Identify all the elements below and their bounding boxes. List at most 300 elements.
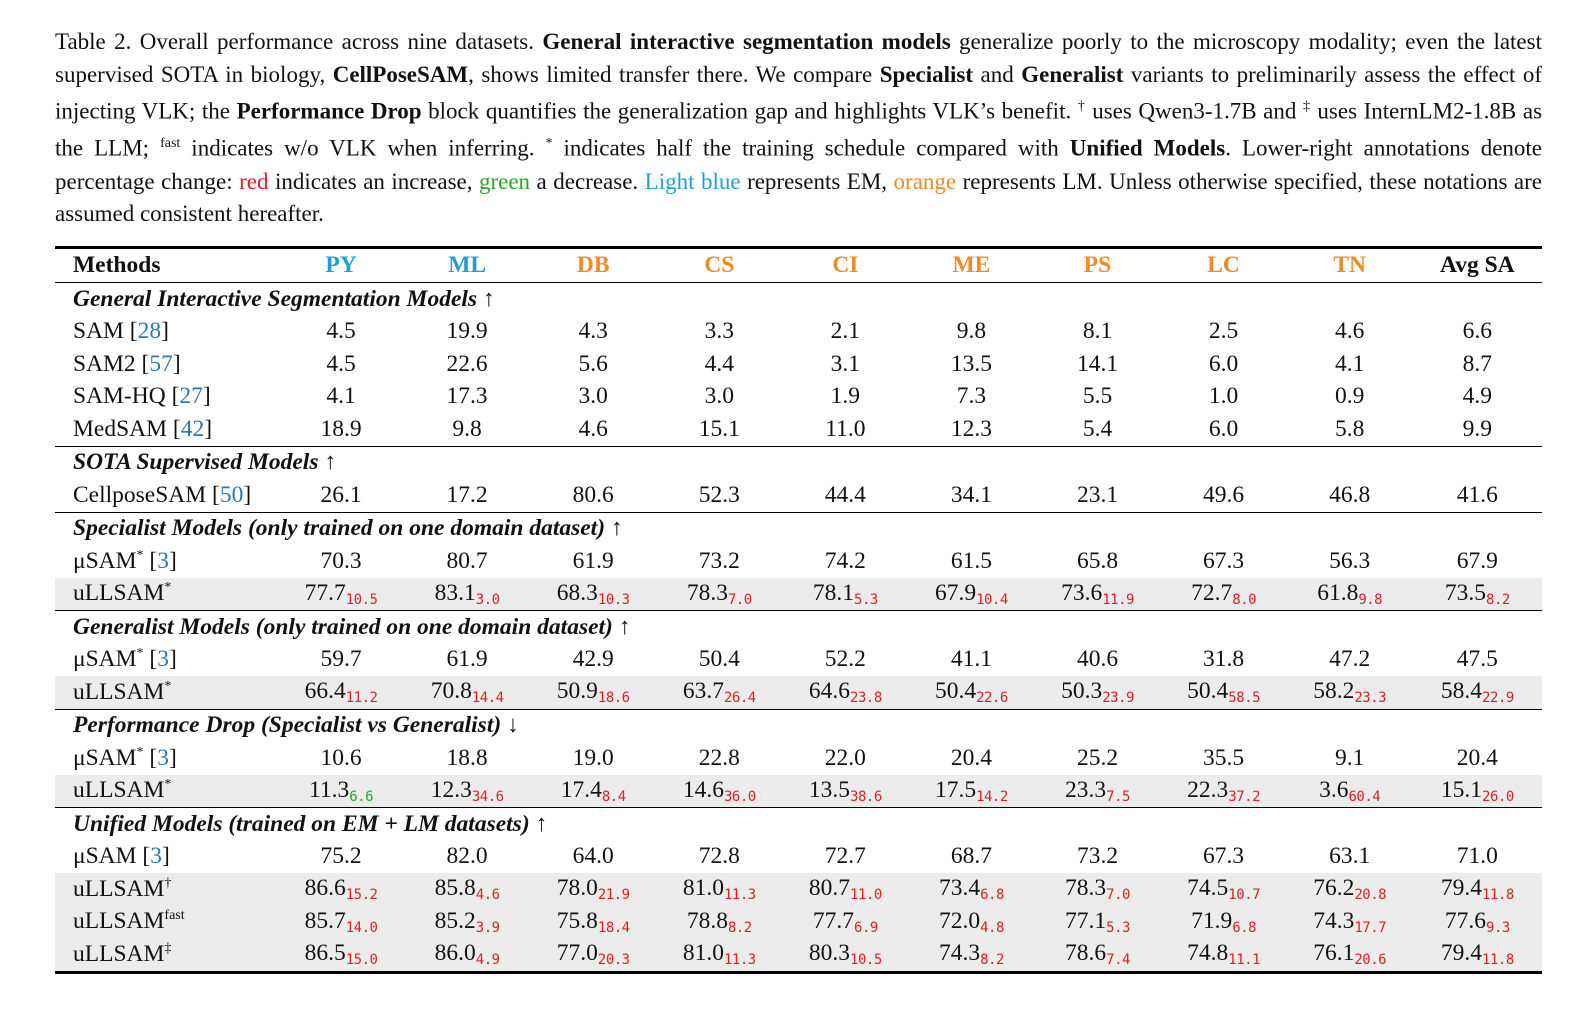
method-superscript: * [136, 547, 144, 563]
delta-annotation: 21.9 [597, 887, 630, 904]
cell-value: 50.4 [698, 646, 740, 673]
cell-value: 41.6 [1456, 481, 1498, 508]
citation-link: 3 [157, 547, 169, 574]
table-cell [404, 381, 530, 414]
table-cell [782, 316, 908, 349]
table-row [55, 873, 1542, 906]
delta-annotation: 6.6 [349, 788, 374, 805]
delta-annotation: 17.7 [1354, 919, 1387, 936]
table-cell [1161, 873, 1287, 906]
ref-close: ] [169, 744, 177, 771]
citation-link: 28 [137, 318, 162, 345]
table-cell [1287, 938, 1413, 972]
method-label: SAM [ [73, 318, 138, 345]
method-label: uLLSAM [73, 580, 165, 607]
table-cell [656, 938, 782, 972]
table-cell [278, 906, 404, 939]
table-cell [530, 841, 656, 874]
cell-value: 41.1 [950, 646, 992, 673]
table-cell [1161, 381, 1287, 414]
table-row [55, 938, 1542, 972]
table-cell [278, 676, 404, 709]
table-cell [908, 938, 1034, 972]
header-cs: CS [656, 248, 782, 283]
header-avg-sa: Avg SA [1413, 248, 1542, 283]
table-cell [530, 873, 656, 906]
table-cell [1287, 348, 1413, 381]
header-db: DB [530, 248, 656, 283]
delta-annotation: 5.3 [854, 591, 878, 608]
table-row [55, 644, 1542, 677]
table-cell [278, 316, 404, 349]
table-cell [656, 775, 782, 808]
table-cell [1034, 873, 1160, 906]
cell-value: 2.1 [830, 318, 861, 345]
section-generalist [55, 611, 1542, 644]
table-cell [1161, 644, 1287, 677]
cell-value: 5.8 [1334, 415, 1365, 442]
cell-value: 19.0 [572, 744, 614, 771]
cell-value: 74.5 [1187, 875, 1229, 902]
table-cell [782, 545, 908, 578]
table-cell [1413, 841, 1542, 874]
citation-link: 50 [219, 481, 244, 508]
cell-value: 9.8 [956, 318, 987, 345]
cell-value: 3.1 [830, 350, 861, 377]
cell-value: 26.1 [320, 481, 362, 508]
cell-value: 9.1 [1334, 744, 1365, 771]
table-cell [530, 413, 656, 446]
table-cell [278, 381, 404, 414]
cell-value: 78.0 [556, 875, 598, 902]
section-title: Generalist Models (only trained on one domain dataset) ↑ [55, 611, 1542, 644]
delta-annotation: 3.9 [475, 919, 500, 936]
table-cell [278, 775, 404, 808]
table-cell [1287, 479, 1413, 512]
table-cell [782, 381, 908, 414]
table-cell [530, 578, 656, 611]
table-cell [278, 578, 404, 611]
cell-value: 2.5 [1208, 318, 1239, 345]
table-cell [1287, 316, 1413, 349]
cell-value: 63.7 [682, 678, 724, 705]
table-cell [530, 545, 656, 578]
table-cell [530, 676, 656, 709]
cell-value: 40.6 [1076, 646, 1119, 673]
section-title: SOTA Supervised Models ↑ [55, 446, 1542, 479]
table-row [55, 381, 1542, 414]
delta-annotation: 10.5 [345, 591, 378, 608]
table-cell [1034, 413, 1160, 446]
method-label: uLLSAM [73, 678, 165, 705]
cell-value: 78.6 [1065, 940, 1107, 967]
table-cell [404, 742, 530, 775]
method-superscript: * [136, 744, 144, 760]
table-cell [404, 578, 530, 611]
table-row [55, 578, 1542, 611]
delta-annotation: 11.1 [1228, 952, 1260, 969]
cell-value: 73.4 [938, 875, 981, 902]
delta-annotation: 26.0 [1482, 788, 1514, 805]
cell-value: 5.6 [578, 350, 608, 377]
cell-value: 58.4 [1440, 678, 1483, 705]
cell-value: 65.8 [1076, 547, 1119, 574]
section-title: General Interactive Segmentation Models ↑ [55, 283, 1542, 316]
cell-value: 70.8 [430, 678, 472, 705]
cell-value: 34.1 [950, 481, 992, 508]
section-title: Performance Drop (Specialist vs Generalist) ↓ [55, 709, 1542, 742]
section-title: Specialist Models (only trained on one domain dataset) ↑ [55, 512, 1542, 545]
table-cell [656, 644, 782, 677]
table-cell [908, 676, 1034, 709]
delta-annotation: 23.8 [850, 690, 882, 707]
method-name [55, 841, 278, 874]
method-name [55, 676, 278, 709]
cell-value: 5.4 [1082, 415, 1113, 442]
table-row [55, 775, 1542, 808]
cell-value: 85.2 [434, 907, 476, 934]
cell-value: 8.1 [1082, 318, 1113, 345]
cell-value: 83.1 [434, 579, 476, 606]
cell-value: 61.9 [446, 646, 488, 673]
table-cell [404, 644, 530, 677]
cell-value: 73.6 [1061, 579, 1103, 606]
cell-value: 4.5 [326, 350, 356, 377]
cell-value: 9.9 [1462, 415, 1493, 442]
cell-value: 76.2 [1313, 875, 1355, 902]
cell-value: 47.2 [1329, 646, 1371, 673]
cell-value: 42.9 [572, 646, 614, 673]
ref-close: ] [204, 415, 213, 442]
table-cell [656, 873, 782, 906]
method-label: uLLSAM [73, 875, 165, 902]
cell-value: 75.2 [320, 843, 362, 870]
cell-value: 78.1 [812, 579, 855, 606]
table-cell [656, 906, 782, 939]
section-unified [55, 808, 1542, 841]
method-label: μSAM [73, 547, 137, 574]
section-sota [55, 446, 1542, 479]
table-cell [1161, 316, 1287, 349]
method-superscript: ‡ [164, 940, 172, 956]
table-cell [1287, 545, 1413, 578]
table-cell [782, 841, 908, 874]
cell-value: 22.6 [446, 350, 488, 377]
section-general [55, 283, 1542, 316]
cell-value: 6.0 [1208, 415, 1239, 442]
citation-link: 57 [149, 350, 173, 377]
table-cell [908, 316, 1034, 349]
method-name [55, 479, 278, 512]
cell-value: 76.1 [1313, 940, 1355, 967]
table-cell [908, 644, 1034, 677]
section-drop [55, 709, 1542, 742]
citation-link: 42 [180, 415, 205, 442]
cell-value: 73.5 [1444, 579, 1487, 606]
header-tn: TN [1287, 248, 1413, 283]
delta-annotation: 11.8 [1482, 887, 1514, 904]
table-cell [782, 938, 908, 972]
method-name [55, 775, 278, 808]
table-cell [404, 775, 530, 808]
cell-value: 11.0 [825, 415, 866, 442]
method-superscript: * [164, 580, 172, 596]
method-superscript: * [136, 646, 144, 662]
cell-value: 11.3 [309, 776, 350, 803]
table-cell [404, 545, 530, 578]
table-row [55, 316, 1542, 349]
section-specialist [55, 512, 1542, 545]
table-cell [908, 578, 1034, 611]
method-name [55, 578, 278, 611]
table-cell [1413, 413, 1542, 446]
cell-value: 4.1 [1334, 350, 1365, 377]
cell-value: 12.3 [950, 415, 992, 442]
cell-value: 52.3 [698, 481, 740, 508]
table-cell [278, 413, 404, 446]
table-cell [1287, 381, 1413, 414]
cell-value: 59.7 [320, 646, 362, 673]
ref-open: [ [143, 646, 158, 673]
cell-value: 25.2 [1076, 744, 1119, 771]
delta-annotation: 4.6 [475, 887, 500, 904]
cell-value: 61.9 [572, 547, 614, 574]
header-ps: PS [1034, 248, 1160, 283]
cell-value: 6.0 [1208, 350, 1239, 377]
citation-link: 3 [157, 646, 169, 673]
ref-close: ] [172, 350, 181, 377]
header-ml: ML [404, 248, 530, 283]
method-label: MedSAM [ [73, 415, 181, 442]
cell-value: 78.3 [1065, 875, 1107, 902]
cell-value: 46.8 [1329, 481, 1371, 508]
cell-value: 71.0 [1456, 843, 1498, 870]
table-cell [1287, 676, 1413, 709]
ref-close: ] [162, 843, 170, 870]
cell-value: 70.3 [320, 547, 362, 574]
table-cell [1034, 545, 1160, 578]
cell-value: 77.0 [556, 940, 598, 967]
cell-value: 81.0 [682, 875, 724, 902]
table-cell [1161, 775, 1287, 808]
delta-annotation: 4.9 [475, 952, 500, 969]
table-row [55, 545, 1542, 578]
delta-annotation: 11.9 [1102, 591, 1134, 608]
cell-value: 14.1 [1076, 350, 1119, 377]
table-cell [656, 316, 782, 349]
table-cell [782, 348, 908, 381]
delta-annotation: 11.2 [345, 690, 378, 707]
ref-close: ] [161, 318, 169, 345]
table-cell [1287, 413, 1413, 446]
cell-value: 47.5 [1456, 646, 1498, 673]
delta-annotation: 26.4 [723, 690, 756, 707]
method-name [55, 381, 278, 414]
cell-value: 8.7 [1462, 350, 1493, 377]
delta-annotation: 14.4 [471, 690, 504, 707]
cell-value: 14.6 [682, 776, 724, 803]
table-cell [1034, 841, 1160, 874]
table-cell [782, 873, 908, 906]
table-cell [404, 479, 530, 512]
cell-value: 3.0 [704, 383, 734, 410]
table-cell [1161, 906, 1287, 939]
cell-value: 79.4 [1440, 940, 1483, 967]
legend-lightblue: Light blue [644, 168, 741, 194]
table-row [55, 348, 1542, 381]
delta-annotation: 8.4 [601, 788, 626, 805]
table-cell [1034, 676, 1160, 709]
table-cell [1034, 381, 1160, 414]
table-cell [278, 938, 404, 972]
delta-annotation: 14.2 [976, 788, 1008, 805]
header-me: ME [908, 248, 1034, 283]
cell-value: 85.7 [304, 907, 346, 934]
cell-value: 15.1 [1440, 776, 1483, 803]
cell-value: 13.5 [950, 350, 992, 377]
cell-value: 73.2 [698, 547, 740, 574]
delta-annotation: 6.8 [1232, 919, 1257, 936]
ref-close: ] [243, 481, 252, 508]
delta-annotation: 23.9 [1102, 690, 1134, 707]
table-cell [1413, 381, 1542, 414]
table-cell [908, 742, 1034, 775]
cell-value: 67.9 [1456, 547, 1498, 574]
ref-open: [ [143, 547, 158, 574]
table-cell [1413, 479, 1542, 512]
cell-value: 22.0 [824, 744, 866, 771]
method-label: SAM2 [ [73, 350, 150, 377]
table-cell [1161, 413, 1287, 446]
table-cell [1287, 578, 1413, 611]
cell-value: 7.3 [956, 383, 987, 410]
cell-value: 22.8 [698, 744, 740, 771]
header-lc: LC [1161, 248, 1287, 283]
table-cell [1161, 479, 1287, 512]
delta-annotation: 20.6 [1354, 952, 1387, 969]
table-cell [1034, 906, 1160, 939]
cell-value: 17.3 [446, 383, 488, 410]
cell-value: 78.3 [686, 579, 728, 606]
cell-value: 4.6 [578, 415, 608, 442]
delta-annotation: 10.3 [597, 591, 630, 608]
cell-value: 72.8 [698, 843, 740, 870]
table-cell [1413, 676, 1542, 709]
table-cell [404, 841, 530, 874]
method-name [55, 644, 278, 677]
results-table [55, 246, 1542, 974]
cell-value: 17.4 [560, 776, 602, 803]
cell-value: 86.6 [304, 875, 346, 902]
delta-annotation: 22.6 [976, 690, 1008, 707]
table-row [55, 676, 1542, 709]
table-cell [278, 841, 404, 874]
table-cell [404, 348, 530, 381]
cell-value: 20.4 [950, 744, 992, 771]
table-cell [1161, 348, 1287, 381]
delta-annotation: 38.6 [850, 788, 882, 805]
table-cell [908, 381, 1034, 414]
legend-orange: orange [893, 168, 957, 194]
cell-value: 72.7 [824, 843, 866, 870]
table-cell [530, 348, 656, 381]
method-superscript: † [164, 875, 172, 891]
ref-close: ] [169, 646, 177, 673]
delta-annotation: 60.4 [1348, 788, 1381, 805]
delta-annotation: 7.0 [727, 591, 752, 608]
cell-value: 64.6 [808, 678, 851, 705]
method-superscript: fast [164, 908, 185, 924]
citation-link: 27 [179, 383, 203, 410]
delta-annotation: 23.3 [1354, 690, 1387, 707]
table-cell [278, 479, 404, 512]
table-cell [404, 906, 530, 939]
table-cell [656, 479, 782, 512]
cell-value: 50.4 [1187, 678, 1229, 705]
delta-annotation: 3.0 [475, 591, 500, 608]
table-cell [656, 545, 782, 578]
table-cell [782, 578, 908, 611]
delta-annotation: 4.8 [980, 919, 1004, 936]
cell-value: 74.3 [1313, 907, 1355, 934]
cell-value: 74.8 [1187, 940, 1229, 967]
cell-value: 80.7 [446, 547, 488, 574]
table-cell [1287, 775, 1413, 808]
table-cell [656, 381, 782, 414]
table-cell [530, 644, 656, 677]
cell-value: 72.0 [938, 907, 981, 934]
cell-value: 61.5 [950, 547, 992, 574]
cell-value: 86.5 [304, 940, 346, 967]
method-label: μSAM [73, 646, 137, 673]
table-cell [278, 742, 404, 775]
cell-value: 79.4 [1440, 875, 1483, 902]
cell-value: 1.9 [830, 383, 861, 410]
cell-value: 81.0 [682, 940, 724, 967]
cell-value: 15.1 [698, 415, 740, 442]
delta-annotation: 11.8 [1482, 952, 1514, 969]
table-cell [530, 938, 656, 972]
delta-annotation: 10.7 [1228, 887, 1260, 904]
cell-value: 22.3 [1187, 776, 1229, 803]
delta-annotation: 22.9 [1482, 690, 1514, 707]
table-cell [278, 348, 404, 381]
cell-value: 6.6 [1462, 318, 1493, 345]
cell-value: 68.7 [950, 843, 992, 870]
cell-value: 52.2 [824, 646, 866, 673]
table-cell [908, 841, 1034, 874]
delta-annotation: 7.0 [1106, 887, 1130, 904]
cell-value: 4.1 [326, 383, 356, 410]
table-cell [782, 906, 908, 939]
section-title: Unified Models (trained on EM + LM datasets) ↑ [55, 808, 1542, 841]
cell-value: 4.6 [1334, 318, 1365, 345]
delta-annotation: 18.4 [597, 919, 630, 936]
delta-annotation: 37.2 [1228, 788, 1260, 805]
table-row [55, 742, 1542, 775]
table-cell [1413, 742, 1542, 775]
table-cell [1287, 906, 1413, 939]
delta-annotation: 20.8 [1354, 887, 1387, 904]
cell-value: 4.3 [578, 318, 608, 345]
cell-value: 72.7 [1191, 579, 1233, 606]
method-label: μSAM [ [73, 843, 151, 870]
table-cell [404, 873, 530, 906]
delta-annotation: 8.2 [727, 919, 752, 936]
cell-value: 4.5 [326, 318, 356, 345]
table-cell [1413, 578, 1542, 611]
table-cell [1413, 938, 1542, 972]
